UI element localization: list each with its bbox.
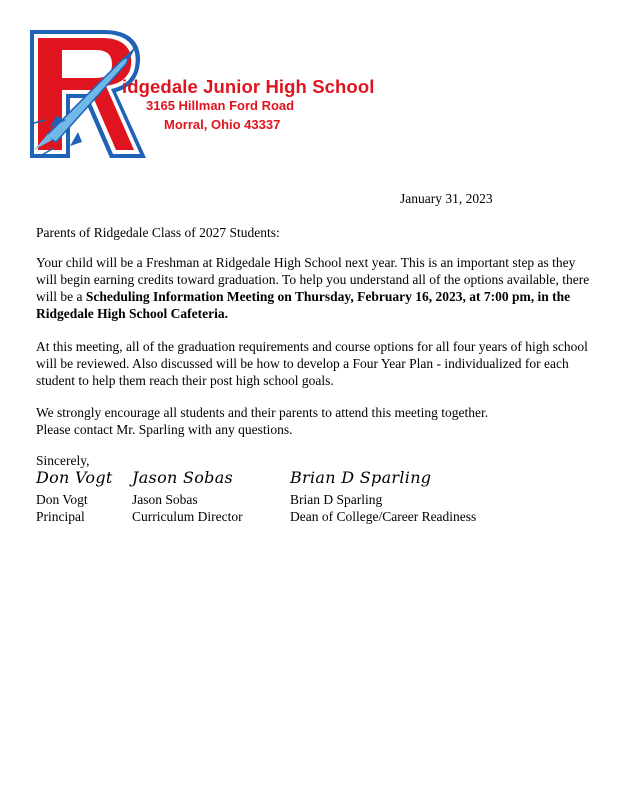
paragraph-encouragement <box>36 404 596 438</box>
paragraph-intro-text: Your child will be a Freshman at Ridgedale High School next year. This is an important step as they will begin earning credits toward graduation. To help you understand all of the options available, there will be a <box>36 255 590 304</box>
paragraph-intro <box>36 254 596 322</box>
closing: Sincerely, <box>36 453 90 468</box>
signature-don-vogt: Don Vogt <box>36 468 113 487</box>
signature-brian-sparling: Brian D Sparling <box>290 468 432 487</box>
signer-name: Don Vogt <box>36 492 88 507</box>
contact-line: Please contact Mr. Sparling with any questions. <box>36 422 293 437</box>
signer-title: Principal <box>36 509 85 524</box>
paragraph-meeting-content: At this meeting, all of the graduation requirements and course options for all four years of high school will be reviewed. Also discussed will be how to develop a Four Year Plan - individualized for each student to help them reach their post high school goals. <box>36 339 588 388</box>
signer-name: Jason Sobas <box>132 492 198 507</box>
signer-title: Curriculum Director <box>132 509 243 524</box>
signature-jason-sobas: Jason Sobas <box>132 468 234 487</box>
meeting-details: Scheduling Information Meeting on Thursday, February 16, 2023, at 7:00 pm, in the Ridgedale High School Cafeteria. <box>36 289 571 321</box>
salutation: Parents of Ridgedale Class of 2027 Students: <box>36 225 280 240</box>
signature-row <box>0 468 618 490</box>
address-city: Morral, Ohio 43337 <box>164 117 281 132</box>
encouragement-line: We strongly encourage all students and their parents to attend this meeting together. <box>36 405 489 420</box>
signer-name: Brian D Sparling <box>290 492 383 507</box>
school-name: idgedale Junior High School <box>122 76 375 97</box>
signer-title: Dean of College/Career Readiness <box>290 509 477 524</box>
address-street: 3165 Hillman Ford Road <box>146 98 295 113</box>
letter-date: January 31, 2023 <box>400 191 493 206</box>
